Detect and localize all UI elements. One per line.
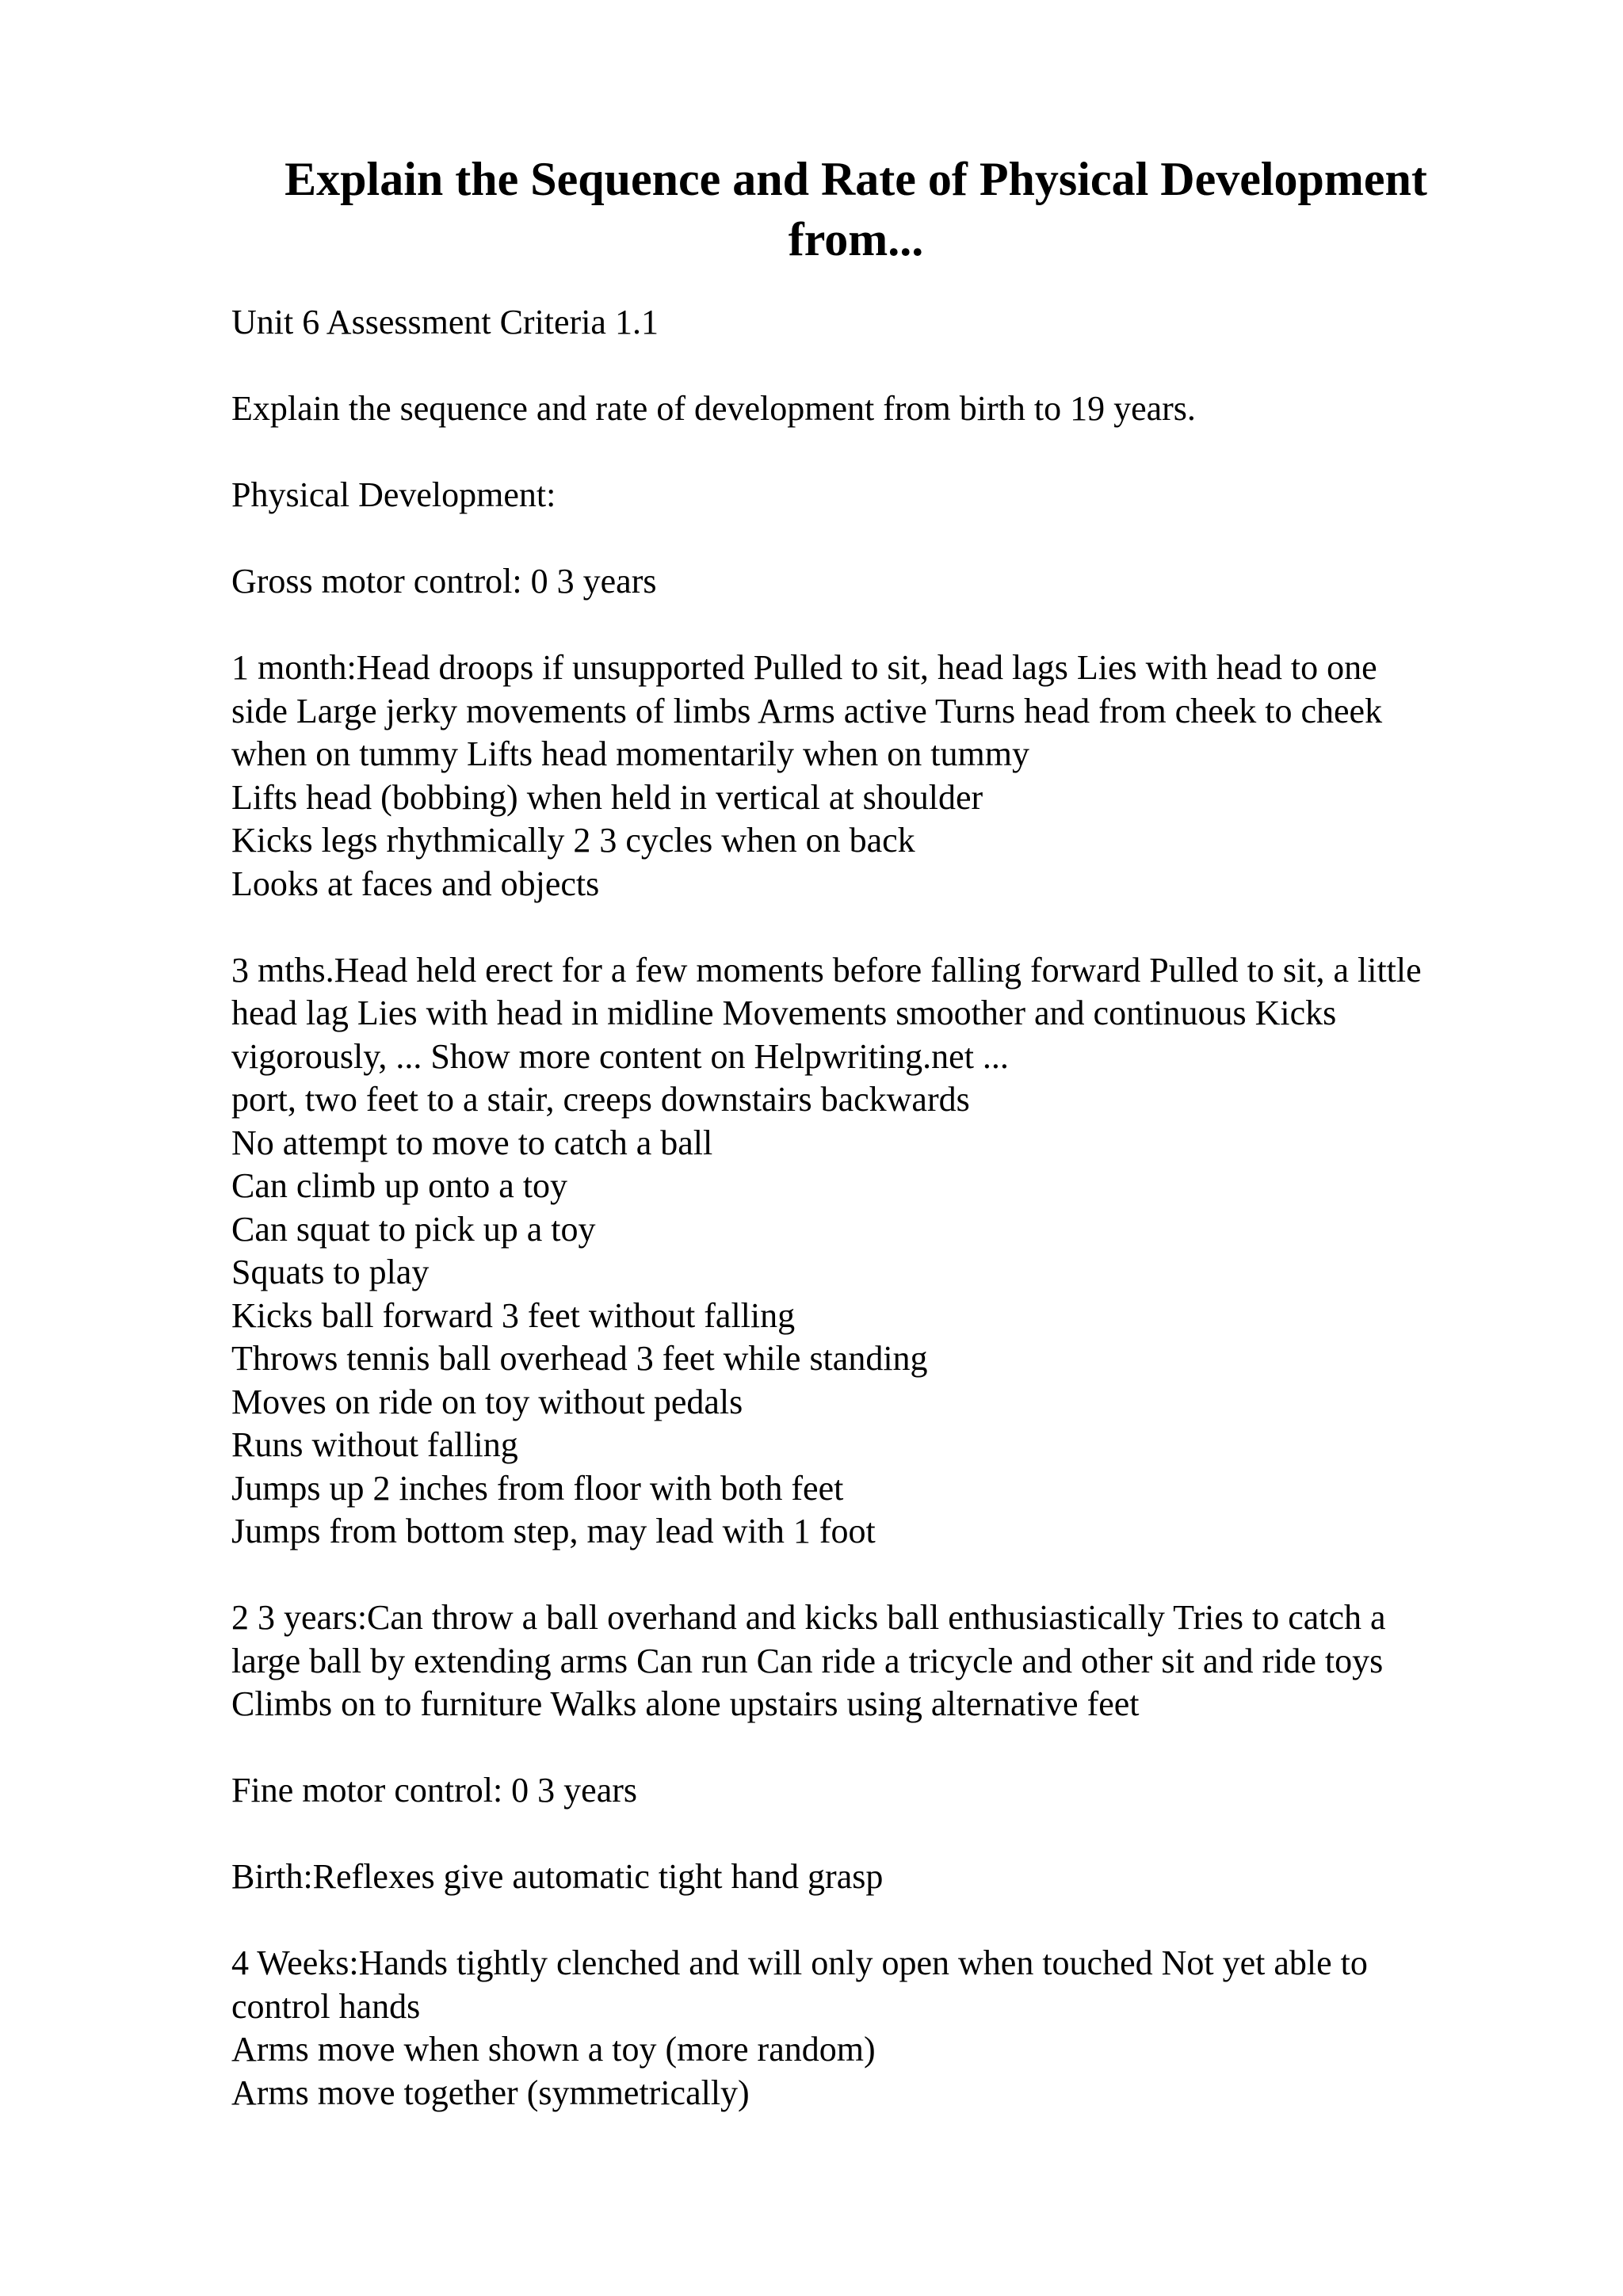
text-line: Runs without falling xyxy=(231,1425,518,1464)
text-line: large ball by extending arms Can run Can ride a tricycle and other sit and ride toys xyxy=(231,1641,1384,1680)
text-line: Lifts head (bobbing) when held in vertical at shoulder xyxy=(231,777,983,817)
title-line-2: from... xyxy=(788,213,924,265)
text-line: Unit 6 Assessment Criteria 1.1 xyxy=(231,303,659,341)
text-line: No attempt to move to catch a ball xyxy=(231,1123,713,1162)
text-line: 1 month:Head droops if unsupported Pulled to sit, head lags Lies with head to one xyxy=(231,648,1377,687)
text-line: vigorously, ... Show more content on Helpwriting.net ... xyxy=(231,1036,1009,1076)
paragraph xyxy=(231,1855,1515,1899)
text-line: Kicks legs rhythmically 2 3 cycles when on back xyxy=(231,821,915,860)
text-line: Jumps from bottom step, may lead with 1 foot xyxy=(231,1512,876,1550)
paragraph-spacer xyxy=(231,1899,1515,1943)
paragraph xyxy=(231,474,1515,517)
text-line: Gross motor control: 0 3 years xyxy=(231,562,657,601)
text-line: Climbs on to furniture Walks alone upstairs using alternative feet xyxy=(231,1684,1140,1723)
text-line: 4 Weeks:Hands tightly clenched and will only open when touched Not yet able to xyxy=(231,1943,1368,1982)
paragraph xyxy=(231,949,1515,1554)
text-line: side Large jerky movements of limbs Arms active Turns head from cheek to cheek xyxy=(231,691,1383,730)
paragraph xyxy=(231,560,1515,604)
paragraph xyxy=(231,1596,1515,1726)
text-line: Throws tennis ball overhead 3 feet while standing xyxy=(231,1339,928,1378)
paragraph-spacer xyxy=(231,345,1515,388)
text-line: Birth:Reflexes give automatic tight hand grasp xyxy=(231,1857,884,1896)
paragraph-spacer xyxy=(231,604,1515,647)
text-line: Fine motor control: 0 3 years xyxy=(231,1771,638,1810)
text-line: Can climb up onto a toy xyxy=(231,1166,568,1205)
document-body xyxy=(231,301,1515,2115)
text-line: control hands xyxy=(231,1986,421,2026)
paragraph-spacer xyxy=(231,906,1515,949)
paragraph xyxy=(231,387,1515,431)
paragraph-spacer xyxy=(231,431,1515,475)
title-line-1: Explain the Sequence and Rate of Physical Development xyxy=(285,153,1427,205)
paragraph-spacer xyxy=(231,1726,1515,1770)
text-line: port, two feet to a stair, creeps downstairs backwards xyxy=(231,1080,970,1119)
paragraph-spacer xyxy=(231,517,1515,561)
text-line: Can squat to pick up a toy xyxy=(231,1209,596,1249)
paragraph-spacer xyxy=(231,1813,1515,1856)
paragraph xyxy=(231,1769,1515,1813)
text-line: Explain the sequence and rate of development from birth to 19 years. xyxy=(231,389,1196,428)
text-line: Looks at faces and objects xyxy=(231,864,600,903)
text-line: Physical Development: xyxy=(231,475,556,514)
text-line: 2 3 years:Can throw a ball overhand and kicks ball enthusiastically Tries to catch a xyxy=(231,1598,1386,1637)
paragraph xyxy=(231,1942,1515,2115)
text-line: 3 mths.Head held erect for a few moments before falling forward Pulled to sit, a little xyxy=(231,950,1422,990)
text-line: Arms move together (symmetrically) xyxy=(231,2073,750,2112)
text-line: Jumps up 2 inches from floor with both feet xyxy=(231,1468,844,1508)
text-line: Kicks ball forward 3 feet without falling xyxy=(231,1295,796,1335)
page-title xyxy=(206,149,1506,269)
paragraph xyxy=(231,646,1515,906)
text-line: Arms move when shown a toy (more random) xyxy=(231,2030,876,2069)
text-line: head lag Lies with head in midline Movements smoother and continuous Kicks xyxy=(231,994,1337,1032)
paragraph xyxy=(231,301,1515,345)
paragraph-spacer xyxy=(231,1554,1515,1597)
text-line: Squats to play xyxy=(231,1253,430,1291)
text-line: Moves on ride on toy without pedals xyxy=(231,1382,743,1421)
text-line: when on tummy Lifts head momentarily when on tummy xyxy=(231,734,1029,773)
